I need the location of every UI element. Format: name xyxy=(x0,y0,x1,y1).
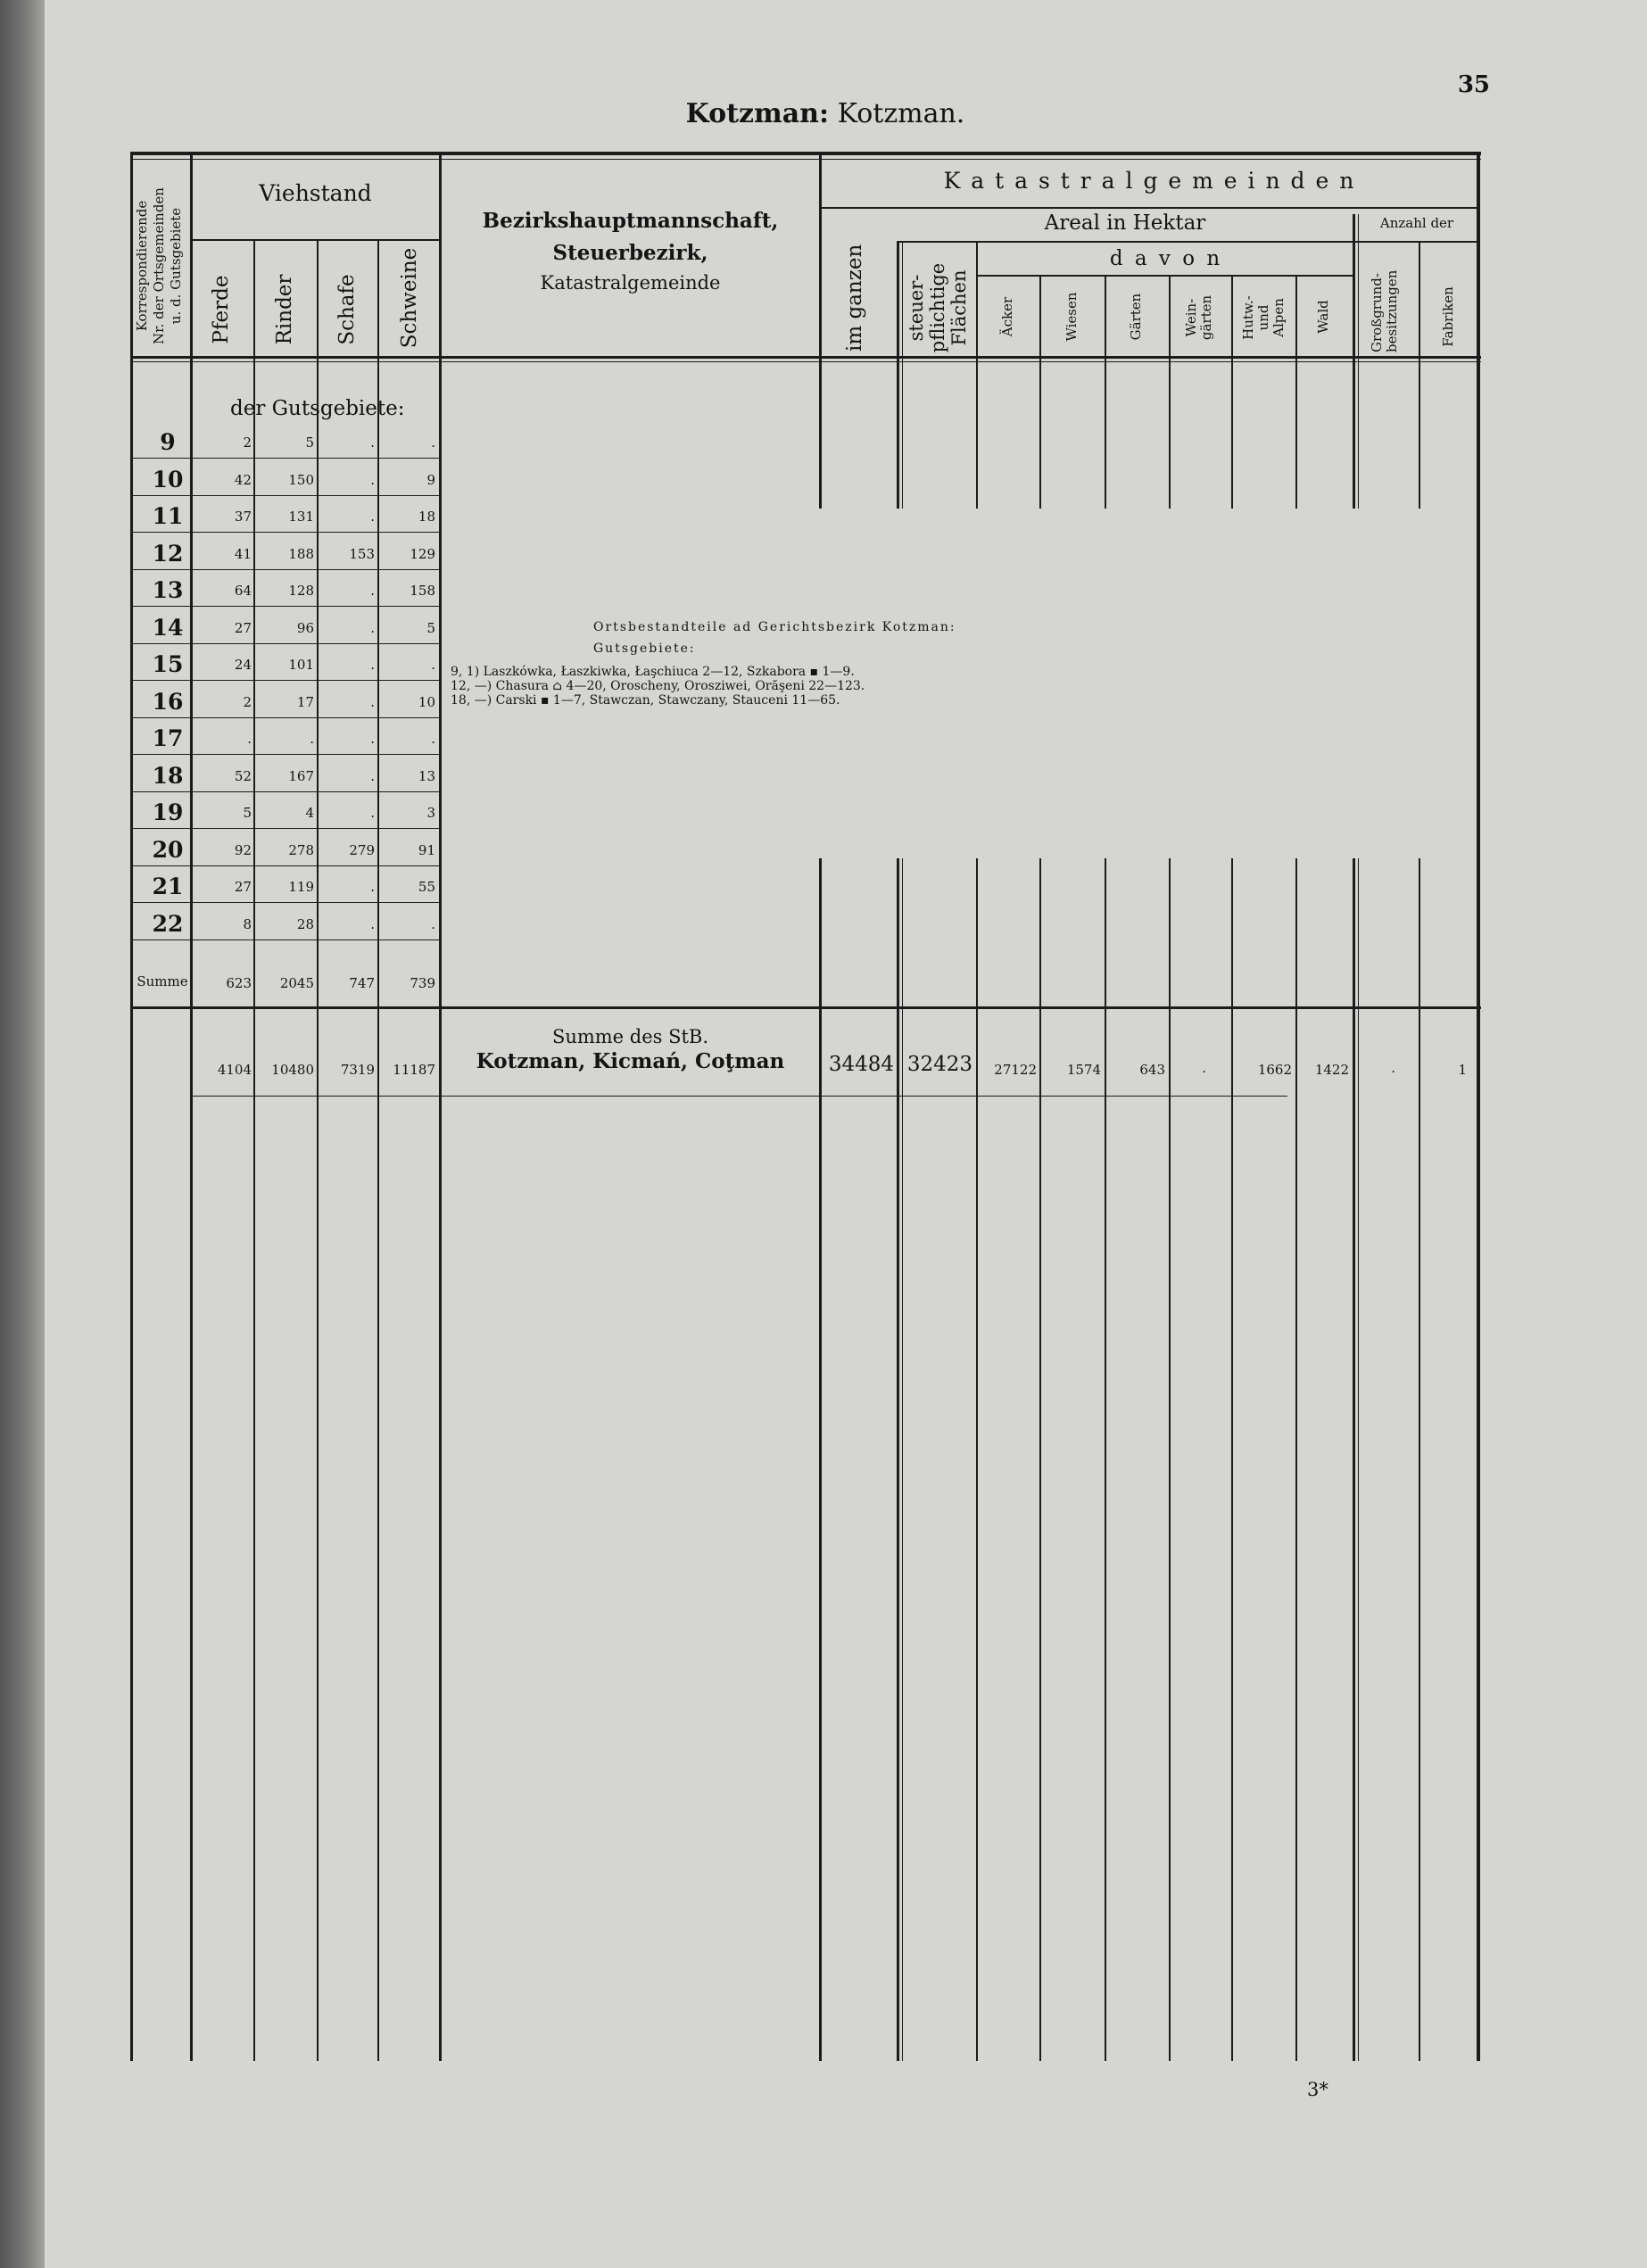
row-schafe: 153 xyxy=(349,546,375,562)
vline-after-aecker xyxy=(1039,277,1041,509)
row-schweine: . xyxy=(431,435,435,451)
row-rinder: 150 xyxy=(288,472,314,488)
total-pferde: 4104 xyxy=(217,1062,252,1078)
book-binding xyxy=(0,0,45,2268)
total-wiesen: 1574 xyxy=(1066,1062,1101,1078)
hutw-line3: Alpen xyxy=(1270,298,1287,337)
table-top-rule-thin xyxy=(132,159,1481,160)
wein-line2: gärten xyxy=(1198,294,1214,341)
col-nr-line2: Nr. der Ortsgemeinden xyxy=(151,187,167,344)
gross-line2: besitzungen xyxy=(1384,269,1400,352)
row-rinder: 5 xyxy=(305,435,314,451)
vline-after-schweine xyxy=(439,152,442,2061)
ortsbestandteile-line-1: 9, 1) Laszkówka, Łaszkiwka, Łaşchiuca 2—12, Szkabora ▪ 1—9. xyxy=(451,665,855,679)
row-schafe: . xyxy=(370,435,375,451)
header-bottom-rule-thin xyxy=(132,361,1481,362)
vline-after-gaerten xyxy=(1169,277,1171,509)
vline-after-wald-lower xyxy=(1353,858,1355,2061)
row-number: 12 xyxy=(152,541,184,567)
steuer-line1: steuer- xyxy=(906,274,927,342)
vline-after-imganzen-b-lower xyxy=(902,858,903,2061)
steuer-line2: pflichtige xyxy=(927,262,948,353)
bezirk-line3: Katastralgemeinde xyxy=(540,272,721,294)
row-schafe: . xyxy=(370,879,375,895)
row-schweine: 10 xyxy=(418,694,435,710)
row-number: 15 xyxy=(152,651,184,677)
row-schafe: . xyxy=(370,472,375,488)
row-schweine: . xyxy=(431,657,435,673)
areal-rule xyxy=(897,241,1353,243)
vline-after-wald-b xyxy=(1358,214,1359,509)
row-pferde: 27 xyxy=(234,879,252,895)
wein-header xyxy=(1184,282,1216,353)
row-rule xyxy=(132,865,441,866)
summe-schafe: 747 xyxy=(349,975,375,991)
page-number: 35 xyxy=(1457,71,1490,98)
total-top-rule xyxy=(132,1006,1481,1009)
row-rinder: 28 xyxy=(296,916,314,932)
row-schafe: . xyxy=(370,509,375,525)
total-bottom-rule xyxy=(190,1096,1287,1097)
vline-after-wein xyxy=(1231,277,1233,509)
row-schafe: . xyxy=(370,768,375,784)
schweine-header: Schweine xyxy=(398,247,421,349)
gross-header xyxy=(1369,269,1405,352)
vline-left xyxy=(130,152,133,2061)
total-wald: 1422 xyxy=(1314,1062,1349,1078)
page-title-normal: Kotzman. xyxy=(837,98,965,129)
row-number: 20 xyxy=(152,837,184,863)
row-pferde: 2 xyxy=(243,694,252,710)
vline-right xyxy=(1477,152,1480,2061)
total-label-line1: Summe des StB. xyxy=(551,1026,709,1047)
col-nr-line3: u. d. Gutsgebiete xyxy=(168,207,184,325)
row-rinder: 188 xyxy=(288,546,314,562)
vline-after-pferde xyxy=(253,241,255,2061)
vline-after-rinder xyxy=(317,241,319,2061)
row-number: 10 xyxy=(152,467,184,493)
viehstand-header: Viehstand xyxy=(259,180,372,206)
row-number: 18 xyxy=(152,763,184,789)
row-pferde: 64 xyxy=(234,583,252,599)
row-number: 16 xyxy=(152,689,184,715)
row-rule xyxy=(132,458,441,459)
row-schweine: 129 xyxy=(410,546,435,562)
katastral-header: K a t a s t r a l g e m e i n d e n xyxy=(943,168,1356,194)
vline-after-schafe xyxy=(377,241,379,2061)
row-rule xyxy=(132,606,441,607)
total-fabriken: 1 xyxy=(1458,1062,1467,1078)
row-schweine: 5 xyxy=(426,620,435,636)
row-rule xyxy=(132,939,441,940)
row-pferde: . xyxy=(247,731,252,747)
wein-line1: Wein- xyxy=(1183,298,1199,337)
row-pferde: 2 xyxy=(243,435,252,451)
total-hutw: 1662 xyxy=(1257,1062,1292,1078)
row-rinder: 4 xyxy=(305,805,314,821)
vline-after-wiesen-lower xyxy=(1105,858,1106,2061)
row-rinder: 119 xyxy=(288,879,314,895)
total-steuer: 32423 xyxy=(906,1053,972,1076)
row-rule xyxy=(132,643,441,644)
bezirk-line2: Steuerbezirk, xyxy=(552,241,708,265)
row-rinder: 101 xyxy=(288,657,314,673)
aecker-header: Äcker xyxy=(999,296,1015,337)
row-rule xyxy=(132,680,441,681)
row-schafe: . xyxy=(370,916,375,932)
row-number: 19 xyxy=(152,799,184,825)
row-rule xyxy=(132,495,441,496)
vline-after-bezirk-lower xyxy=(819,858,822,2061)
row-rule xyxy=(132,717,441,718)
areal-header: Areal in Hektar xyxy=(1044,211,1206,235)
summe-pferde: 623 xyxy=(226,975,252,991)
row-pferde: 8 xyxy=(243,916,252,932)
row-schafe: . xyxy=(370,657,375,673)
steuer-header xyxy=(906,254,977,361)
ortsbestandteile-heading: Ortsbestandteile ad Gerichtsbezirk Kotzman: xyxy=(593,620,956,634)
row-schweine: 55 xyxy=(418,879,435,895)
row-schweine: 18 xyxy=(418,509,435,525)
gaerten-header: Gärten xyxy=(1128,293,1144,341)
summe-rinder: 2045 xyxy=(279,975,314,991)
row-rinder: 167 xyxy=(288,768,314,784)
row-pferde: 27 xyxy=(234,620,252,636)
row-pferde: 41 xyxy=(234,546,252,562)
total-imganzen: 34484 xyxy=(828,1053,894,1076)
vline-after-wiesen xyxy=(1105,277,1106,509)
vline-after-wein-lower xyxy=(1231,858,1233,2061)
row-schweine: . xyxy=(431,731,435,747)
total-schafe: 7319 xyxy=(340,1062,375,1078)
row-number: 22 xyxy=(152,911,184,937)
anzahl-header: Anzahl der xyxy=(1379,215,1454,231)
ortsbestandteile-sub: Gutsgebiete: xyxy=(593,641,696,656)
row-number: 14 xyxy=(152,615,184,641)
hutw-header xyxy=(1241,282,1287,353)
pferde-header: Pferde xyxy=(210,275,233,344)
header-bottom-rule xyxy=(132,356,1481,359)
row-pferde: 37 xyxy=(234,509,252,525)
bezirk-header xyxy=(442,205,819,296)
row-schweine: 13 xyxy=(418,768,435,784)
total-gross: . xyxy=(1391,1060,1395,1076)
vline-after-imganzen-lower xyxy=(897,858,899,2061)
row-rule xyxy=(132,532,441,533)
ortsbestandteile-line-2: 12, —) Chasura ⌂ 4—20, Oroscheny, Orosziwei, Orăşeni 22—123. xyxy=(451,679,865,693)
table-top-rule xyxy=(132,152,1481,155)
row-rule xyxy=(132,569,441,570)
schafe-header: Schafe xyxy=(335,274,359,345)
row-pferde: 52 xyxy=(234,768,252,784)
row-schafe: . xyxy=(370,620,375,636)
row-number: 9 xyxy=(160,429,176,455)
summe-schweine: 739 xyxy=(410,975,435,991)
total-label xyxy=(442,1024,819,1074)
imganzen-header: im ganzen xyxy=(843,244,866,352)
row-pferde: 5 xyxy=(243,805,252,821)
steuer-line3: Flächen xyxy=(948,269,970,346)
vline-after-aecker-lower xyxy=(1039,858,1041,2061)
row-schweine: 3 xyxy=(426,805,435,821)
total-aecker: 27122 xyxy=(994,1062,1037,1078)
vline-after-imganzen xyxy=(897,243,899,509)
row-rinder: 96 xyxy=(296,620,314,636)
total-wein: . xyxy=(1202,1060,1206,1076)
katastral-rule xyxy=(821,207,1478,209)
total-gaerten: 643 xyxy=(1139,1062,1165,1078)
row-schweine: 9 xyxy=(426,472,435,488)
total-label-line2: Kotzman, Kicmań, Coţman xyxy=(476,1049,785,1073)
rinder-header: Rinder xyxy=(273,274,296,345)
vline-after-bezirk xyxy=(819,152,822,509)
vline-after-gaerten-lower xyxy=(1169,858,1171,2061)
row-pferde: 92 xyxy=(234,842,252,858)
row-schafe: . xyxy=(370,805,375,821)
ortsbestandteile-block xyxy=(451,620,1075,708)
summe-label: Summe xyxy=(137,973,188,989)
vline-after-wald-b-lower xyxy=(1358,858,1359,2061)
ortsbestandteile-line-3: 18, —) Carski ▪ 1—7, Stawczan, Stawczany, Stauceni 11—65. xyxy=(451,693,840,708)
row-rinder: . xyxy=(310,731,314,747)
viehstand-rule xyxy=(190,239,441,241)
vline-after-gross-lower xyxy=(1419,858,1420,2061)
fabriken-header: Fabriken xyxy=(1440,286,1456,347)
row-pferde: 42 xyxy=(234,472,252,488)
row-rinder: 278 xyxy=(288,842,314,858)
row-number: 13 xyxy=(152,577,184,603)
davon-rule xyxy=(976,275,1354,277)
col-nr-header xyxy=(134,177,187,355)
vline-after-hutw xyxy=(1295,277,1297,509)
davon-header: d a v o n xyxy=(1109,247,1223,270)
wald-header: Wald xyxy=(1315,300,1331,334)
row-number: 21 xyxy=(152,873,184,899)
vline-after-steuer-lower xyxy=(976,858,978,2061)
row-schafe: . xyxy=(370,694,375,710)
row-rule xyxy=(132,791,441,792)
row-pferde: 24 xyxy=(234,657,252,673)
page-title-bold: Kotzman: xyxy=(685,98,830,129)
hutw-line2: und xyxy=(1255,304,1271,331)
row-rinder: 17 xyxy=(296,694,314,710)
wiesen-header: Wiesen xyxy=(1064,292,1080,342)
vline-after-gross xyxy=(1419,243,1420,509)
page-title xyxy=(625,98,1026,129)
row-rinder: 131 xyxy=(288,509,314,525)
hutw-line1: Hutw.- xyxy=(1240,295,1256,340)
row-rule xyxy=(132,828,441,829)
section-label: der Gutsgebiete: xyxy=(230,397,405,420)
anzahl-rule xyxy=(1355,241,1478,243)
row-number: 17 xyxy=(152,725,184,751)
col-nr-line1: Korrespondierende xyxy=(134,200,150,332)
total-rinder: 10480 xyxy=(271,1062,314,1078)
total-schweine: 11187 xyxy=(393,1062,435,1078)
row-rule xyxy=(132,754,441,755)
footer-mark: 3* xyxy=(1307,2079,1328,2100)
row-schweine: 91 xyxy=(418,842,435,858)
row-schafe: . xyxy=(370,731,375,747)
vline-after-hutw-lower xyxy=(1295,858,1297,2061)
row-schweine: . xyxy=(431,916,435,932)
row-schafe: . xyxy=(370,583,375,599)
row-number: 11 xyxy=(152,503,184,529)
row-schweine: 158 xyxy=(410,583,435,599)
vline-after-imganzen-b xyxy=(902,243,903,509)
row-rinder: 128 xyxy=(288,583,314,599)
row-schafe: 279 xyxy=(349,842,375,858)
gross-line1: Großgrund- xyxy=(1369,273,1385,352)
row-rule xyxy=(132,902,441,903)
bezirk-line1: Bezirkshauptmannschaft, xyxy=(482,209,779,233)
